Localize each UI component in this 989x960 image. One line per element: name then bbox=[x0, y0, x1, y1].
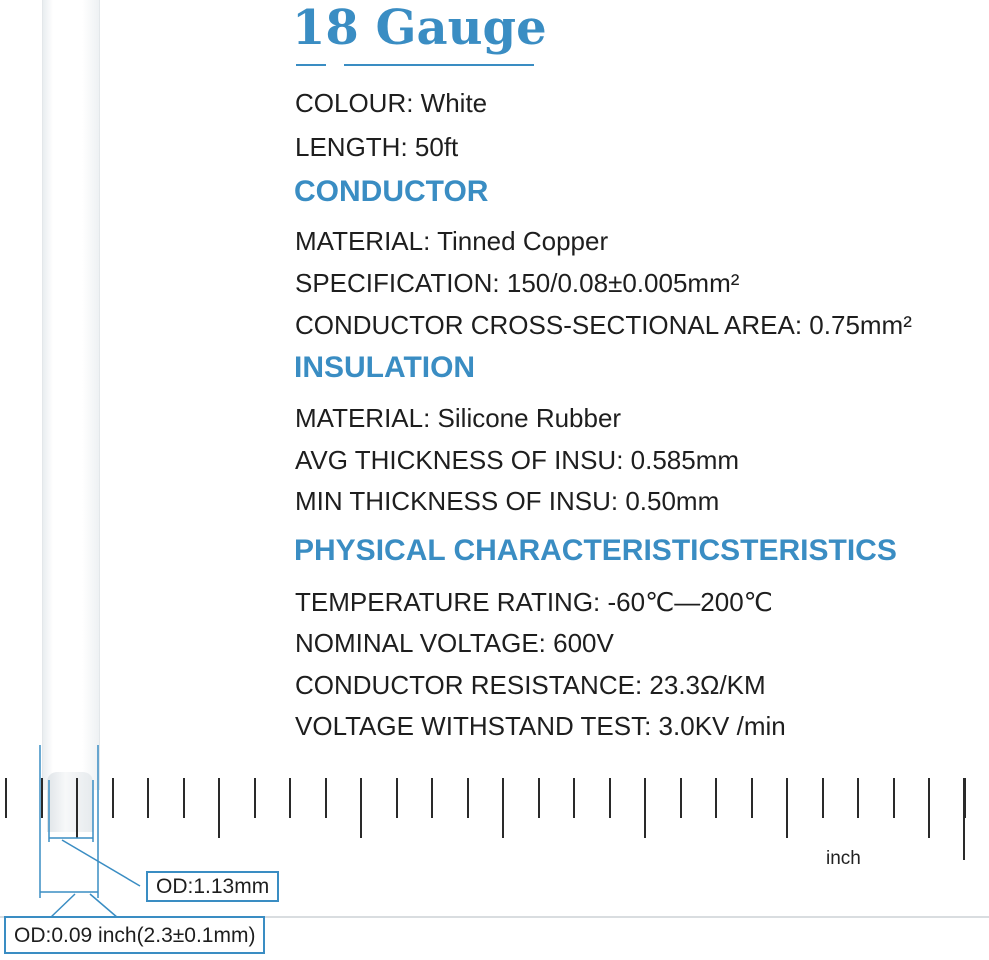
conductor-material-text: MATERIAL: Tinned Copper bbox=[295, 226, 609, 256]
conductor-heading: CONDUCTOR bbox=[294, 175, 489, 208]
colour-text: COLOUR: White bbox=[295, 88, 488, 118]
physical-heading: PHYSICAL CHARACTERISTICSTERISTICS bbox=[294, 534, 897, 567]
conductor-resistance-text: CONDUCTOR RESISTANCE: 23.3Ω/KM bbox=[295, 670, 766, 700]
nominal-voltage-text: NOMINAL VOLTAGE: 600V bbox=[295, 628, 614, 658]
insulation-avg-thickness-text: AVG THICKNESS OF INSU: 0.585mm bbox=[295, 445, 740, 475]
insulation-material-text: MATERIAL: Silicone Rubber bbox=[295, 403, 622, 433]
conductor-area-text: CONDUCTOR CROSS-SECTIONAL AREA: 0.75mm² bbox=[295, 310, 912, 340]
voltage-withstand-text: VOLTAGE WITHSTAND TEST: 3.0KV /min bbox=[295, 711, 786, 741]
wire-od-label: OD:0.09 inch(2.3±0.1mm) bbox=[4, 916, 265, 954]
temperature-rating-text: TEMPERATURE RATING: -60℃—200℃ bbox=[295, 587, 773, 617]
length-text: LENGTH: 50ft bbox=[295, 132, 459, 162]
conductor-specification-text: SPECIFICATION: 150/0.08±0.005mm² bbox=[295, 268, 740, 298]
page-title: 18 Gauge bbox=[292, 0, 547, 56]
conductor-od-label: OD:1.13mm bbox=[146, 871, 279, 902]
insulation-heading: INSULATION bbox=[294, 351, 476, 384]
ruler-unit-label: inch bbox=[826, 848, 861, 869]
insulation-min-thickness-text: MIN THICKNESS OF INSU: 0.50mm bbox=[295, 486, 720, 516]
